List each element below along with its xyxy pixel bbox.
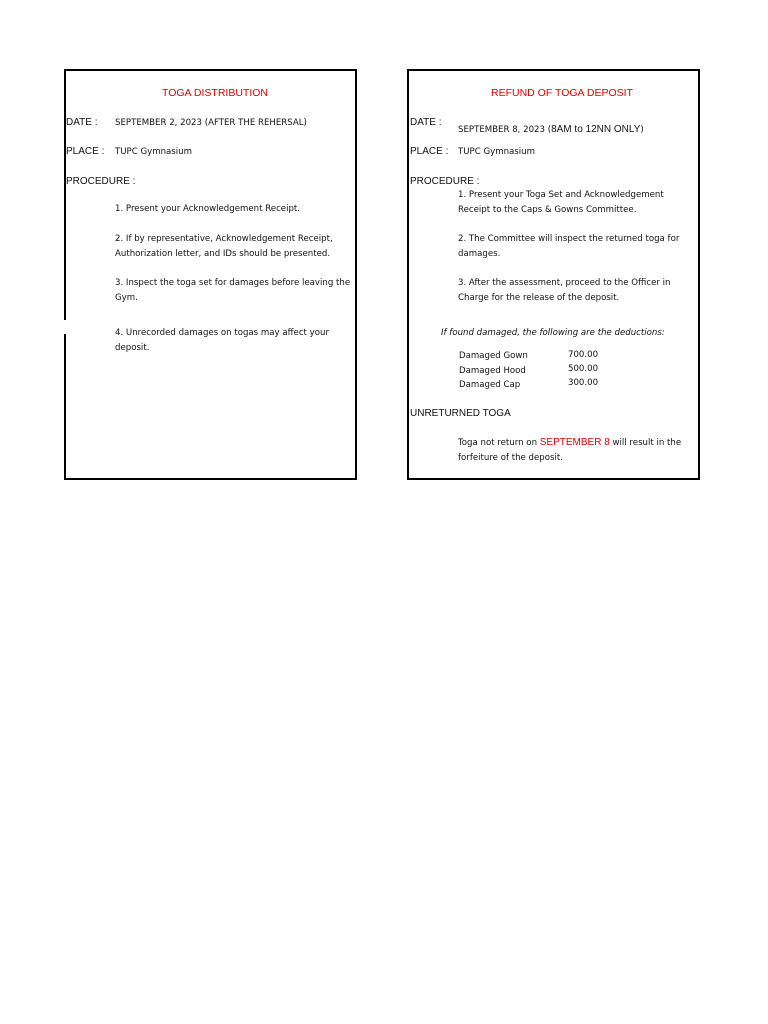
procedure-step: 2. If by representative, Acknowledgement Receipt, Authorization letter, and IDs should be presented. — [115, 234, 333, 259]
deduction-item: Damaged Hood — [459, 366, 526, 376]
deduction-item: Damaged Cap — [459, 380, 521, 390]
procedure-step: 1. Present your Toga Set and Acknowledgement Receipt to the Caps & Gowns Committee. — [458, 190, 664, 215]
place-label: PLACE : — [410, 146, 449, 157]
procedure-label: PROCEDURE : — [66, 176, 136, 187]
border-gap — [62, 320, 68, 334]
deduction-amount: 700.00 — [568, 350, 599, 360]
date-label: DATE : — [66, 117, 98, 128]
date-value: SEPTEMBER 8, 2023 (8AM to 12NN ONLY) — [458, 124, 644, 135]
procedure-step: 2. The Committee will inspect the returned toga for damages. — [458, 234, 680, 259]
toga-distribution-card — [64, 69, 357, 480]
date-time-window: 8AM to 12NN ONLY — [551, 124, 641, 135]
place-value: TUPC Gymnasium — [458, 147, 535, 157]
refund-title: REFUND OF TOGA DEPOSIT — [491, 87, 633, 99]
date-value: SEPTEMBER 2, 2023 (AFTER THE REHERSAL) — [115, 118, 307, 128]
toga-distribution-title: TOGA DISTRIBUTION — [162, 87, 268, 99]
procedure-step: 3. Inspect the toga set for damages before leaving the Gym. — [115, 278, 351, 303]
deduction-item: Damaged Gown — [459, 351, 528, 361]
procedure-step: 1. Present your Acknowledgement Receipt. — [115, 204, 301, 214]
procedure-label: PROCEDURE : — [410, 176, 480, 187]
deduction-amount: 300.00 — [568, 378, 599, 388]
procedure-step: 3. After the assessment, proceed to the Officer in Charge for the release of the deposit. — [458, 278, 671, 303]
place-value: TUPC Gymnasium — [115, 147, 192, 157]
unreturned-date: SEPTEMBER 8 — [539, 437, 610, 448]
deduction-amount: 500.00 — [568, 364, 599, 374]
date-label: DATE : — [410, 117, 442, 128]
unreturned-toga-label: UNRETURNED TOGA — [410, 408, 511, 419]
unreturned-toga-text: Toga not return on SEPTEMBER 8 will result in the forfeiture of the deposit. — [458, 437, 682, 463]
place-label: PLACE : — [66, 146, 105, 157]
procedure-step: 4. Unrecorded damages on togas may affect your deposit. — [115, 328, 329, 353]
deductions-note: If found damaged, the following are the deductions: — [441, 328, 665, 338]
